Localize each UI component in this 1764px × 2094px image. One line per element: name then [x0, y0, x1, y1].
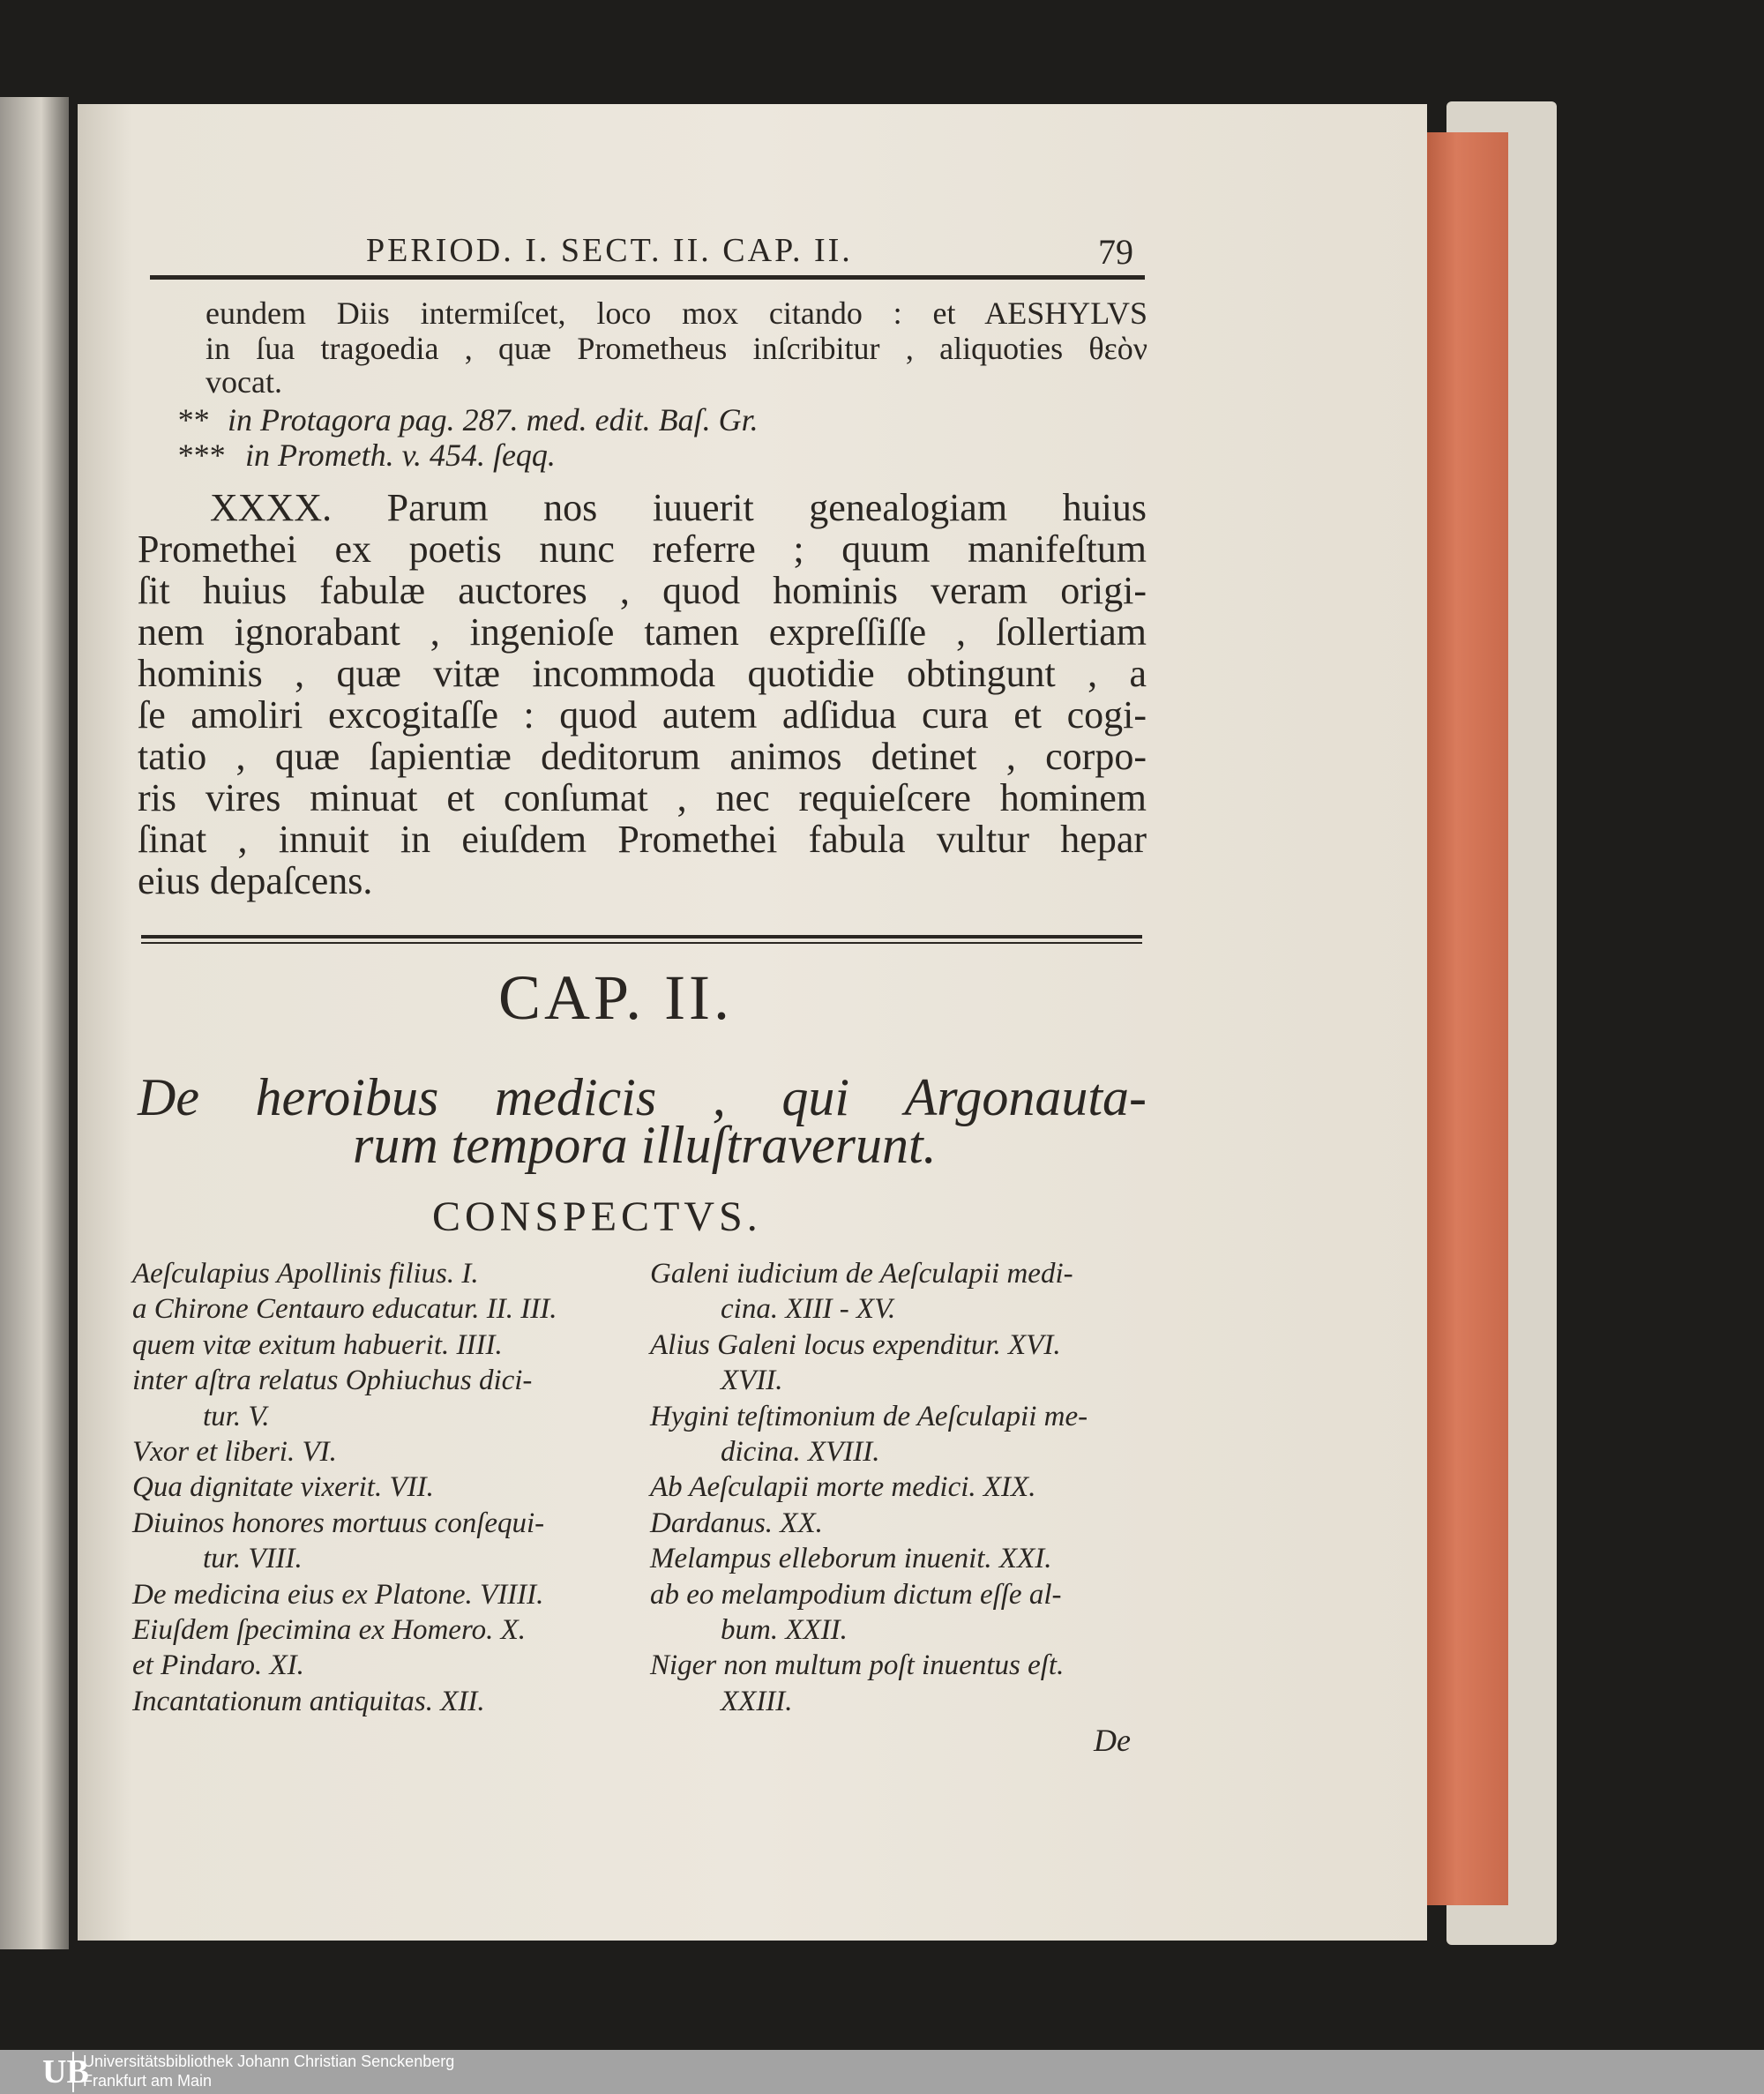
text-line: vocat.	[206, 364, 282, 400]
paragraph-line: tatio , quæ ſapientiæ deditorum animos detinet , corpo-	[138, 735, 1147, 778]
paragraph-line: Promethei ex poetis nunc referre ; quum manifeſtum	[138, 527, 1147, 571]
conspectus-entry: tur. V.	[203, 1400, 270, 1432]
catchword: De	[1094, 1723, 1131, 1758]
running-head: PERIOD. I. SECT. II. CAP. II.	[366, 232, 853, 269]
conspectus-entry: ab eo melampodium dictum eſſe al-	[650, 1578, 1062, 1611]
chapter-title: rum tempora illuſtraverunt.	[353, 1116, 937, 1174]
footnote-mark: **	[176, 402, 208, 437]
ub-logo: UB	[4, 2052, 74, 2092]
header-rule	[150, 275, 1145, 280]
conspectus-entry: inter aſtra relatus Ophiuchus dici-	[132, 1365, 533, 1397]
section-rule	[141, 935, 1142, 939]
page-edges	[1422, 132, 1508, 1905]
paragraph-line: ſinat , innuit in eiuſdem Promethei fabula vultur hepar	[138, 818, 1147, 861]
conspectus-entry: Hygini teſtimonium de Aeſculapii me-	[650, 1400, 1088, 1432]
footnote: in Protagora pag. 287. med. edit. Baſ. Gr.	[228, 402, 759, 437]
conspectus-entry: De medicina eius ex Platone. VIIII.	[132, 1578, 544, 1611]
conspectus-entry: Melampus elleborum inuenit. XXI.	[650, 1543, 1052, 1575]
conspectus-entry: tur. VIII.	[203, 1543, 303, 1575]
paragraph-line: nem ignorabant , ingenioſe tamen expreſſiſſe , ſollertiam	[138, 610, 1147, 654]
conspectus-entry: Diuinos honores mortuus conſequi-	[132, 1507, 545, 1539]
conspectus-entry: Vxor et liberi. VI.	[132, 1436, 337, 1468]
page-number: 79	[1098, 232, 1133, 272]
conspectus-entry: dicina. XVIII.	[721, 1436, 880, 1468]
paragraph-line: ſe amoliri excogitaſſe : quod autem adſidua cura et cogi-	[138, 693, 1147, 737]
footnote: in Prometh. v. 454. ſeqq.	[245, 437, 556, 473]
conspectus-entry: Alius Galeni locus expenditur. XVI.	[650, 1328, 1061, 1361]
paragraph-line: XXXX. Parum nos iuuerit genealogiam huius	[210, 486, 1147, 529]
paragraph-line: hominis , quæ vitæ incommoda quotidie obtingunt , a	[138, 652, 1147, 695]
conspectus-entry: XXIII.	[721, 1685, 793, 1717]
conspectus-entry: et Pindaro. XI.	[132, 1649, 304, 1682]
text-line: in ſua tragoedia , quæ Prometheus inſcribitur , aliquoties θεὸν	[206, 331, 1147, 366]
footnote-mark: ***	[176, 437, 224, 473]
section-rule	[141, 942, 1142, 944]
conspectus-entry: Niger non multum poſt inuentus eſt.	[650, 1649, 1065, 1682]
paragraph-line: ſit huius fabulæ auctores , quod hominis veram origi-	[138, 569, 1147, 612]
conspectus-entry: bum. XXII.	[721, 1614, 848, 1646]
paragraph-line: eius depaſcens.	[138, 859, 373, 902]
conspectus-entry: cina. XIII - XV.	[721, 1293, 896, 1326]
conspectus-entry: Dardanus. XX.	[650, 1507, 823, 1539]
facing-page-edge	[0, 97, 69, 1949]
library-name: Universitätsbibliothek Johann Christian Senckenberg	[83, 2053, 455, 2070]
conspectus-entry: XVII.	[721, 1365, 783, 1397]
paragraph-line: ris vires minuat et conſumat , nec requieſcere hominem	[138, 776, 1147, 819]
conspectus-heading: CONSPECTVS.	[432, 1193, 762, 1240]
conspectus-entry: Galeni iudicium de Aeſculapii medi-	[650, 1258, 1073, 1290]
library-city: Frankfurt am Main	[83, 2072, 213, 2090]
conspectus-entry: Ab Aeſculapii morte medici. XIX.	[650, 1471, 1036, 1504]
conspectus-entry: a Chirone Centauro educatur. II. III.	[132, 1293, 557, 1326]
conspectus-entry: quem vitæ exitum habuerit. IIII.	[132, 1328, 503, 1361]
library-footer	[0, 2050, 1764, 2094]
conspectus-entry: Incantationum antiquitas. XII.	[132, 1685, 485, 1717]
conspectus-entry: Eiuſdem ſpecimina ex Homero. X.	[132, 1614, 526, 1646]
text-line: eundem Diis intermiſcet, loco mox citando : et AESHYLVS	[206, 295, 1147, 331]
chapter-title: De heroibus medicis , qui Argonauta-	[138, 1068, 1147, 1126]
conspectus-entry: Aeſculapius Apollinis filius. I.	[132, 1258, 479, 1290]
conspectus-entry: Qua dignitate vixerit. VII.	[132, 1471, 434, 1504]
chapter-heading: CAP. II.	[498, 962, 734, 1033]
